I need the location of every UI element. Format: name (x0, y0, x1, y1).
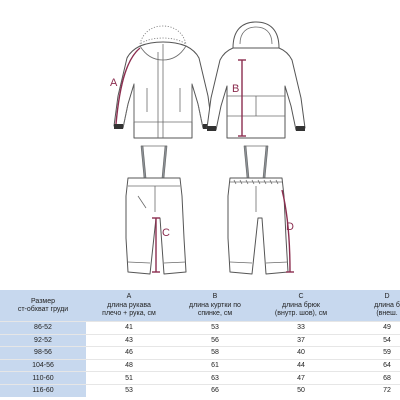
value-cell-c: 44 (258, 359, 344, 372)
jacket-front-drawing (114, 26, 212, 138)
size-table (0, 290, 400, 400)
value-cell-a: 48 (86, 359, 172, 372)
value-cell-b: 66 (172, 384, 258, 396)
table-row (0, 322, 400, 335)
value-cell-c: 47 (258, 372, 344, 385)
value-cell-a: 41 (86, 322, 172, 335)
value-cell-b: 63 (172, 372, 258, 385)
size-table-grid (0, 290, 400, 397)
table-row (0, 347, 400, 360)
size-cell: 110-60 (0, 372, 86, 385)
measurement-b-label: B (232, 83, 240, 95)
value-cell-c: 33 (258, 322, 344, 335)
value-cell-a: 51 (86, 372, 172, 385)
value-cell-d: 49 (344, 322, 400, 335)
table-row (0, 384, 400, 396)
value-cell-b: 56 (172, 334, 258, 347)
measurement-d-label: D (286, 221, 294, 233)
table-row (0, 359, 400, 372)
value-cell-b: 53 (172, 322, 258, 335)
column-header-c: C длина брюк (внутр. шов), см (258, 290, 344, 322)
value-cell-d: 54 (344, 334, 400, 347)
size-cell: 98-56 (0, 347, 86, 360)
value-cell-d: 72 (344, 384, 400, 396)
value-cell-d: 68 (344, 372, 400, 385)
size-cell: 104-56 (0, 359, 86, 372)
value-cell-c: 50 (258, 384, 344, 396)
table-row (0, 372, 400, 385)
jacket-back-drawing (207, 22, 305, 138)
table-header-row (0, 290, 400, 322)
measurement-c-label: C (162, 227, 170, 239)
column-header-a: A длина рукава плечо + рука, см (86, 290, 172, 322)
size-cell: 86-52 (0, 322, 86, 335)
table-row (0, 334, 400, 347)
value-cell-d: 59 (344, 347, 400, 360)
value-cell-b: 61 (172, 359, 258, 372)
value-cell-c: 37 (258, 334, 344, 347)
pants-back-drawing (228, 146, 288, 274)
value-cell-a: 43 (86, 334, 172, 347)
value-cell-b: 58 (172, 347, 258, 360)
value-cell-d: 64 (344, 359, 400, 372)
column-header-d: D длина б (внеш. (344, 290, 400, 322)
column-header-b: B длина куртки по спинке, см (172, 290, 258, 322)
size-cell: 116-60 (0, 384, 86, 396)
value-cell-c: 40 (258, 347, 344, 360)
value-cell-a: 46 (86, 347, 172, 360)
value-cell-a: 53 (86, 384, 172, 396)
column-header-size: Размер ст-обхват груди (0, 290, 86, 322)
size-cell: 92-52 (0, 334, 86, 347)
measurement-a-label: A (110, 77, 118, 89)
